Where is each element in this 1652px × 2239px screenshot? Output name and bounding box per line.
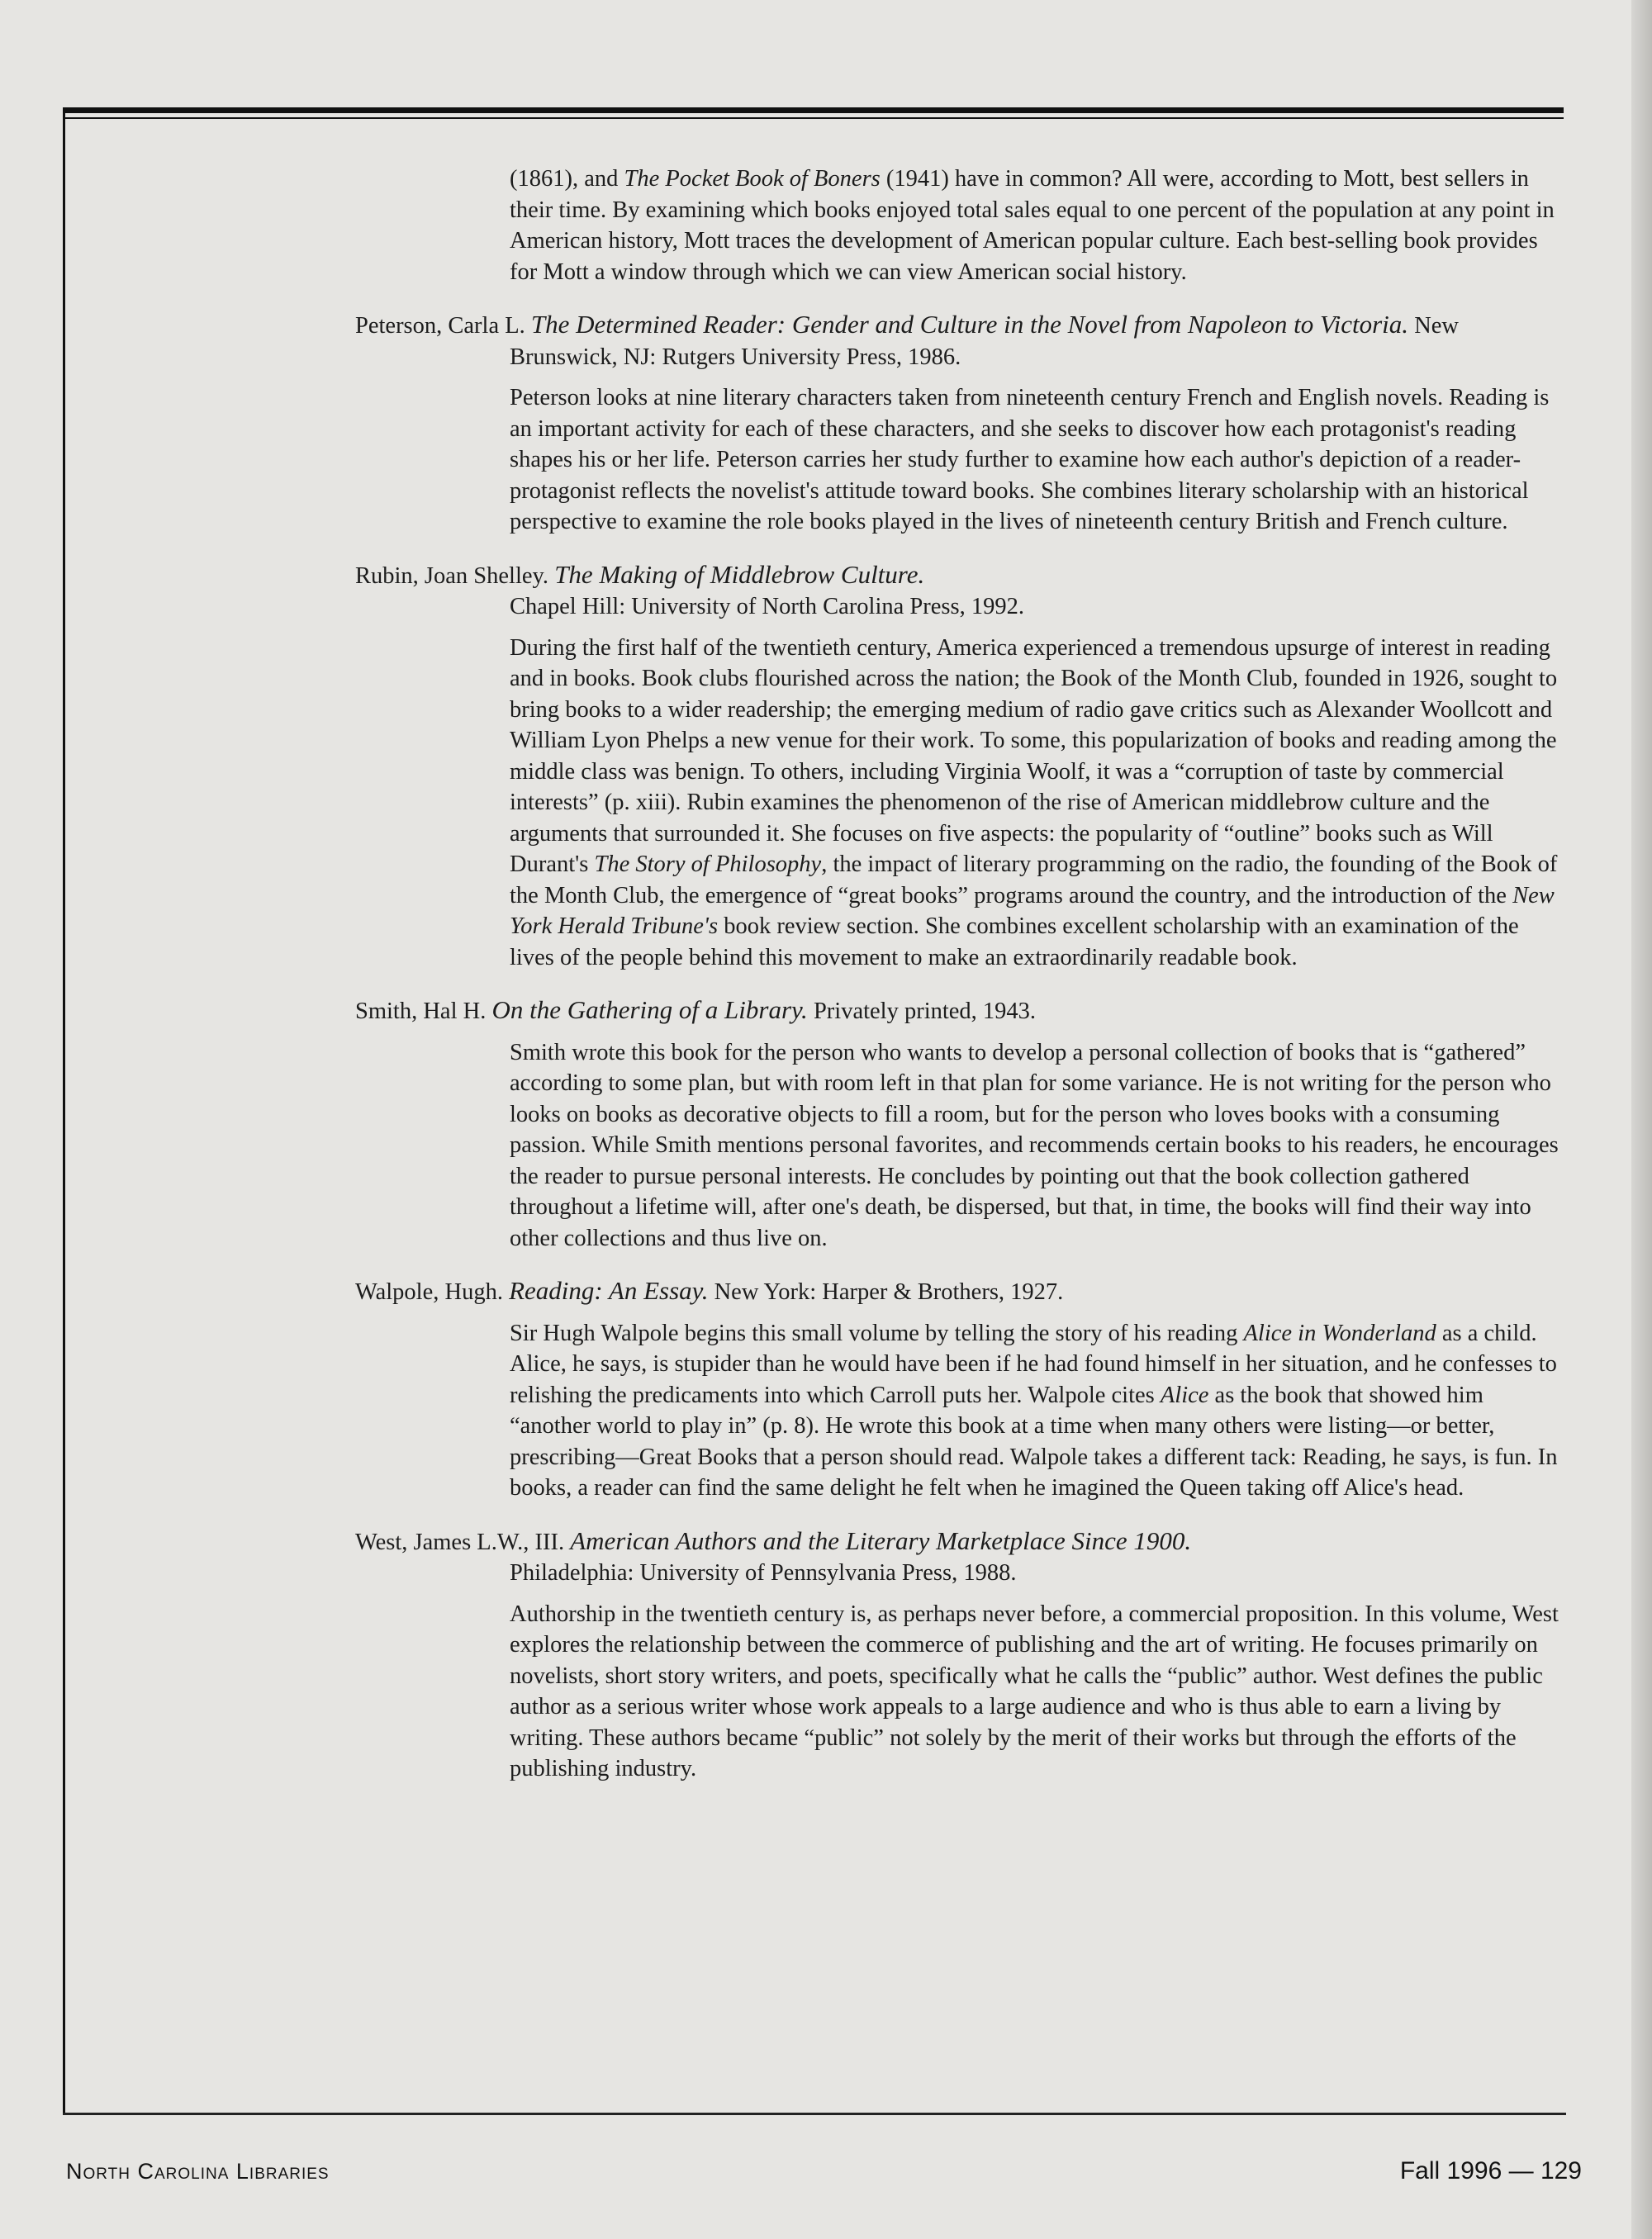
annotation-title: Alice — [1160, 1382, 1209, 1408]
publication-info: Chapel Hill: University of North Carolina Press, 1992. — [510, 594, 1024, 619]
bottom-rule — [63, 2113, 1566, 2115]
book-title: Reading: An Essay. — [509, 1276, 709, 1305]
citation — [355, 309, 1561, 372]
intro-text: (1861), and — [510, 166, 624, 192]
top-rule — [64, 107, 1564, 113]
annotation-text: as the book that showed him “another world to play in” (p. 8). He wrote this book at a time when many others were listing—or better, prescribing—Great Books that a person should read. Walpole takes a different tack: Reading, he says, is fun. In books, a reader can find the same delight he felt when he imagined the Queen taking off Alice's head. — [510, 1382, 1558, 1501]
annotation — [355, 1318, 1561, 1504]
intro-paragraph — [355, 164, 1561, 287]
publication-info: New Brunswick, NJ: Rutgers University Press, 1986. — [510, 313, 1460, 370]
journal-name: North Carolina Libraries — [66, 2159, 330, 2184]
author: Peterson, Carla L. — [355, 313, 525, 339]
author: Smith, Hal H. — [355, 999, 487, 1024]
entry-walpole — [355, 1275, 1561, 1504]
annotation-text: , the impact of literary programming on the radio, the founding of the Book of the Month Club, the emergence of “great books” programs around the country, and the introduction of the — [510, 851, 1558, 908]
annotation: Smith wrote this book for the person who wants to develop a personal collection of books that is “gathered” according to some plan, but with room left in that plan for some variance. He is not writing for the person who looks on books as decorative objects to fill a room, but for the person who loves books with a consuming passion. While Smith mentions personal favorites, and recommends certain books to his readers, he encourages the reader to pursue personal interests. He concludes by pointing out that the book collection gathered throughout a lifetime will, after one's death, be dispersed, but that, in time, the books will find their way into other collections and thus live on. — [510, 1039, 1559, 1251]
bibliography-column — [355, 164, 1561, 1785]
entry-smith — [355, 994, 1561, 1254]
annotation-title: Alice in Wonderland — [1243, 1320, 1436, 1346]
intro-text: (1941) have in common? All were, according to Mott, best sellers in their time. By examining which books enjoyed total sales equal to one percent of the population at any point in American history, Mott traces the development of American popular culture. Each best-selling book provides for Mott a window through which we can view American social history. — [510, 166, 1555, 285]
entry-west — [355, 1525, 1561, 1785]
citation — [355, 559, 1561, 623]
annotation-text: as a child. Alice, he says, is stupider than he would have been if he had found himself in her situation, and he confesses to relishing the predicaments into which Carroll puts her. Walpole cites — [510, 1320, 1557, 1408]
author: Rubin, Joan Shelley. — [355, 562, 549, 589]
annotation: Authorship in the twentieth century is, as perhaps never before, a commercial proposition. In this volume, West explores the relationship between the commerce of publishing and the art of writing. He focuses primarily on novelists, short story writers, and poets, specifically what he calls the “public” author. West defines the public author as a serious writer whose work appeals to a large audience and who is thus able to earn a living by writing. These authors became “public” not solely by the merit of their works but through the efforts of the publishing industry. — [510, 1601, 1559, 1781]
book-title: American Authors and the Literary Marketplace Since 1900. — [570, 1525, 1192, 1555]
intro-book-title: The Pocket Book of Boners — [624, 166, 881, 192]
entry-peterson — [355, 309, 1561, 538]
entry-rubin — [355, 559, 1561, 974]
book-title: On the Gathering of a Library. — [491, 995, 808, 1024]
annotation-title: The Story of Philosophy — [594, 851, 822, 877]
publication-info: Privately printed, 1943. — [813, 999, 1037, 1024]
author: Walpole, Hugh. — [355, 1279, 503, 1305]
book-title: The Determined Reader: Gender and Culture in the Novel from Napoleon to Victoria. — [530, 310, 1409, 339]
citation — [355, 1525, 1561, 1589]
annotation-text: Sir Hugh Walpole begins this small volume by telling the story of his reading — [510, 1320, 1244, 1346]
top-rule-thin — [64, 117, 1564, 119]
issue-page: Fall 1996 — 129 — [1399, 2157, 1582, 2184]
annotation-text: book review section. She combines excellent scholarship with an examination of the lives of the people behind this movement to make an extraordinarily readable book. — [510, 913, 1519, 970]
citation — [355, 994, 1561, 1027]
publication-info: Philadelphia: University of Pennsylvania Press, 1988. — [510, 1560, 1017, 1586]
publication-info: New York: Harper & Brothers, 1927. — [714, 1279, 1064, 1305]
annotation-text: During the first half of the twentieth century, America experienced a tremendous upsurge of interest in reading and in books. Book clubs flourished across the nation; the Book of the Month Club, founded in 1926, sought to bring books to a wider readership; the emerging medium of radio gave critics such as Alexander Woollcott and William Lyon Phelps a new venue for their work. To some, this popularization of books and reading among the middle class was benign. To others, including Virginia Woolf, it was a “corruption of taste by commercial interests” (p. xiii). Rubin examines the phenomenon of the rise of American middlebrow culture and the arguments that surrounded it. She focuses on five aspects: the popularity of “outline” books such as Will Durant's — [510, 634, 1558, 877]
book-title: The Making of Middlebrow Culture. — [554, 559, 925, 589]
page-edge — [1631, 0, 1652, 2239]
annotation: Peterson looks at nine literary characters taken from nineteenth century French and English novels. Reading is an important activity for each of these characters, and she seeks to discover how each protagonist's reading shapes his or her life. Peterson carries her study further to examine how each author's depiction of a reader-protagonist reflects the novelist's attitude toward books. She combines literary scholarship with an historical perspective to examine the role books played in the lives of nineteenth century British and French culture. — [510, 385, 1550, 534]
annotation — [355, 633, 1561, 974]
author: West, James L.W., III. — [355, 1529, 565, 1555]
citation — [355, 1275, 1561, 1308]
annotation-title: New York Herald Tribune's — [510, 882, 1555, 939]
left-rule — [63, 107, 65, 2114]
